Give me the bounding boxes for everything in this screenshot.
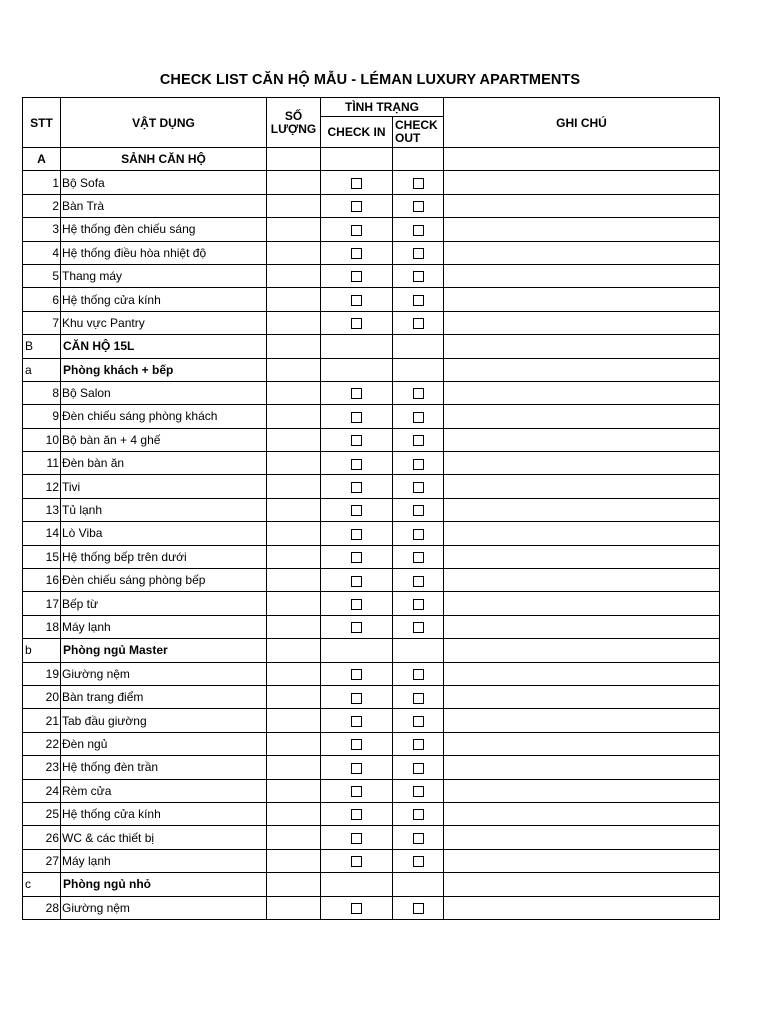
row-note[interactable] xyxy=(444,756,720,779)
row-stt: 7 xyxy=(23,311,61,334)
check-out-checkbox[interactable] xyxy=(413,201,424,212)
row-quantity[interactable] xyxy=(267,405,321,428)
row-check-out-cell xyxy=(393,498,444,521)
row-quantity[interactable] xyxy=(267,522,321,545)
table-row xyxy=(23,685,720,708)
check-out-checkbox[interactable] xyxy=(413,739,424,750)
row-check-out-cell xyxy=(393,171,444,194)
table-row xyxy=(23,756,720,779)
row-quantity[interactable] xyxy=(267,732,321,755)
row-check-in-cell xyxy=(321,475,393,498)
row-check-in-cell xyxy=(321,264,393,287)
row-check-out-cell xyxy=(393,545,444,568)
row-note[interactable] xyxy=(444,288,720,311)
row-stt: 5 xyxy=(23,264,61,287)
table-row xyxy=(23,475,720,498)
row-quantity[interactable] xyxy=(267,428,321,451)
row-note[interactable] xyxy=(444,569,720,592)
row-note[interactable] xyxy=(444,171,720,194)
row-check-out-cell xyxy=(393,685,444,708)
row-check-out-cell xyxy=(393,569,444,592)
row-stt: 6 xyxy=(23,288,61,311)
check-out-checkbox[interactable] xyxy=(413,435,424,446)
row-stt: b xyxy=(23,639,61,662)
row-note[interactable] xyxy=(444,802,720,825)
check-in-checkbox[interactable] xyxy=(351,622,362,633)
row-check-out-cell xyxy=(393,475,444,498)
row-label: Máy lạnh xyxy=(61,615,267,638)
check-out-checkbox[interactable] xyxy=(413,318,424,329)
row-check-in-cell xyxy=(321,335,393,358)
table-row xyxy=(23,405,720,428)
header-stt: STT xyxy=(23,98,61,148)
row-check-in-cell xyxy=(321,405,393,428)
row-check-out-cell xyxy=(393,264,444,287)
row-check-out-cell xyxy=(393,194,444,217)
row-check-in-cell xyxy=(321,358,393,381)
row-label: Bếp từ xyxy=(61,592,267,615)
row-check-in-cell xyxy=(321,545,393,568)
table-row xyxy=(23,662,720,685)
row-check-in-cell xyxy=(321,615,393,638)
check-out-checkbox[interactable] xyxy=(413,786,424,797)
row-check-out-cell xyxy=(393,522,444,545)
row-check-out-cell xyxy=(393,615,444,638)
row-stt: 26 xyxy=(23,826,61,849)
row-note[interactable] xyxy=(444,592,720,615)
table-row xyxy=(23,896,720,919)
row-stt: 25 xyxy=(23,802,61,825)
row-stt: 10 xyxy=(23,428,61,451)
row-note[interactable] xyxy=(444,615,720,638)
row-check-in-cell xyxy=(321,311,393,334)
check-out-checkbox[interactable] xyxy=(413,552,424,563)
row-quantity[interactable] xyxy=(267,615,321,638)
check-in-checkbox[interactable] xyxy=(351,599,362,610)
row-stt: A xyxy=(23,148,61,171)
section-row xyxy=(23,148,720,171)
row-note[interactable] xyxy=(444,148,720,171)
row-stt: 11 xyxy=(23,452,61,475)
check-in-checkbox[interactable] xyxy=(351,271,362,282)
row-check-out-cell xyxy=(393,873,444,896)
check-out-checkbox[interactable] xyxy=(413,716,424,727)
check-out-checkbox[interactable] xyxy=(413,856,424,867)
check-out-checkbox[interactable] xyxy=(413,903,424,914)
row-check-out-cell xyxy=(393,802,444,825)
row-check-in-cell xyxy=(321,241,393,264)
header-so-luong: SỐ LƯỢNG xyxy=(267,98,321,148)
row-label: Hệ thống bếp trên dưới xyxy=(61,545,267,568)
row-note[interactable] xyxy=(444,873,720,896)
row-note[interactable] xyxy=(444,358,720,381)
table-row xyxy=(23,311,720,334)
check-out-checkbox[interactable] xyxy=(413,248,424,259)
row-quantity[interactable] xyxy=(267,639,321,662)
table-row xyxy=(23,779,720,802)
row-note[interactable] xyxy=(444,779,720,802)
row-stt: 24 xyxy=(23,779,61,802)
row-stt: 18 xyxy=(23,615,61,638)
check-in-checkbox[interactable] xyxy=(351,295,362,306)
row-stt: 23 xyxy=(23,756,61,779)
row-quantity[interactable] xyxy=(267,148,321,171)
row-quantity[interactable] xyxy=(267,685,321,708)
row-stt: 4 xyxy=(23,241,61,264)
check-in-checkbox[interactable] xyxy=(351,739,362,750)
row-quantity[interactable] xyxy=(267,171,321,194)
row-note[interactable] xyxy=(444,264,720,287)
row-check-in-cell xyxy=(321,428,393,451)
row-label: Hệ thống đèn chiếu sáng xyxy=(61,218,267,241)
check-in-checkbox[interactable] xyxy=(351,178,362,189)
row-note[interactable] xyxy=(444,545,720,568)
row-check-in-cell xyxy=(321,826,393,849)
row-quantity[interactable] xyxy=(267,194,321,217)
section-row xyxy=(23,358,720,381)
check-out-checkbox[interactable] xyxy=(413,669,424,680)
table-row xyxy=(23,849,720,872)
row-check-out-cell xyxy=(393,732,444,755)
row-check-in-cell xyxy=(321,288,393,311)
row-label: Thang máy xyxy=(61,264,267,287)
row-check-out-cell xyxy=(393,428,444,451)
check-in-checkbox[interactable] xyxy=(351,856,362,867)
row-quantity[interactable] xyxy=(267,381,321,404)
row-stt: 22 xyxy=(23,732,61,755)
document-title: CHECK LIST CĂN HỘ MẪU - LÉMAN LUXURY APARTMENTS xyxy=(159,72,581,88)
row-label: Bộ bàn ăn + 4 ghế xyxy=(61,428,267,451)
row-check-out-cell xyxy=(393,592,444,615)
row-check-in-cell xyxy=(321,779,393,802)
row-quantity[interactable] xyxy=(267,592,321,615)
row-stt: c xyxy=(23,873,61,896)
check-out-checkbox[interactable] xyxy=(413,599,424,610)
row-note[interactable] xyxy=(444,826,720,849)
row-check-out-cell xyxy=(393,639,444,662)
row-label: Tivi xyxy=(61,475,267,498)
check-in-checkbox[interactable] xyxy=(351,435,362,446)
row-quantity[interactable] xyxy=(267,218,321,241)
check-out-checkbox[interactable] xyxy=(413,388,424,399)
header-ghi-chu: GHI CHÚ xyxy=(444,98,720,148)
check-in-checkbox[interactable] xyxy=(351,201,362,212)
row-check-out-cell xyxy=(393,241,444,264)
row-check-out-cell xyxy=(393,826,444,849)
row-note[interactable] xyxy=(444,311,720,334)
check-out-checkbox[interactable] xyxy=(413,505,424,516)
row-label: Giường nệm xyxy=(61,662,267,685)
table-row xyxy=(23,522,720,545)
row-stt: 17 xyxy=(23,592,61,615)
row-note[interactable] xyxy=(444,452,720,475)
row-label: Phòng khách + bếp xyxy=(61,358,267,381)
row-check-out-cell xyxy=(393,896,444,919)
row-note[interactable] xyxy=(444,475,720,498)
row-note[interactable] xyxy=(444,522,720,545)
check-in-checkbox[interactable] xyxy=(351,552,362,563)
row-check-in-cell xyxy=(321,498,393,521)
row-label: Khu vực Pantry xyxy=(61,311,267,334)
check-in-checkbox[interactable] xyxy=(351,716,362,727)
row-quantity[interactable] xyxy=(267,264,321,287)
check-in-checkbox[interactable] xyxy=(351,903,362,914)
row-label: Bộ Salon xyxy=(61,381,267,404)
row-stt: 16 xyxy=(23,569,61,592)
row-note[interactable] xyxy=(444,335,720,358)
table-row xyxy=(23,171,720,194)
row-check-out-cell xyxy=(393,405,444,428)
row-label: Hệ thống điều hòa nhiệt độ xyxy=(61,241,267,264)
check-in-checkbox[interactable] xyxy=(351,576,362,587)
row-quantity[interactable] xyxy=(267,779,321,802)
check-out-checkbox[interactable] xyxy=(413,412,424,423)
row-check-in-cell xyxy=(321,639,393,662)
row-stt: a xyxy=(23,358,61,381)
row-note[interactable] xyxy=(444,381,720,404)
row-quantity[interactable] xyxy=(267,756,321,779)
row-check-out-cell xyxy=(393,148,444,171)
check-in-checkbox[interactable] xyxy=(351,225,362,236)
row-label: Hệ thống đèn trần xyxy=(61,756,267,779)
table-row xyxy=(23,452,720,475)
row-label: Tủ lạnh xyxy=(61,498,267,521)
row-check-in-cell xyxy=(321,709,393,732)
row-note[interactable] xyxy=(444,241,720,264)
table-row xyxy=(23,615,720,638)
row-label: Rèm cửa xyxy=(61,779,267,802)
row-check-out-cell xyxy=(393,381,444,404)
row-label: Giường nệm xyxy=(61,896,267,919)
row-label: Phòng ngủ nhỏ xyxy=(61,873,267,896)
row-stt: 20 xyxy=(23,685,61,708)
row-label: Hệ thống cửa kính xyxy=(61,288,267,311)
row-stt: 2 xyxy=(23,194,61,217)
table-row xyxy=(23,218,720,241)
section-row xyxy=(23,335,720,358)
row-note[interactable] xyxy=(444,709,720,732)
table-row xyxy=(23,545,720,568)
row-check-in-cell xyxy=(321,849,393,872)
check-in-checkbox[interactable] xyxy=(351,529,362,540)
row-note[interactable] xyxy=(444,685,720,708)
row-note[interactable] xyxy=(444,498,720,521)
check-in-checkbox[interactable] xyxy=(351,459,362,470)
row-check-in-cell xyxy=(321,732,393,755)
row-check-out-cell xyxy=(393,218,444,241)
table-row xyxy=(23,428,720,451)
row-stt: 8 xyxy=(23,381,61,404)
row-quantity[interactable] xyxy=(267,849,321,872)
row-label: Bàn Trà xyxy=(61,194,267,217)
row-note[interactable] xyxy=(444,428,720,451)
row-stt: 27 xyxy=(23,849,61,872)
row-label: Phòng ngủ Master xyxy=(61,639,267,662)
row-check-out-cell xyxy=(393,779,444,802)
row-stt: 14 xyxy=(23,522,61,545)
row-label: Máy lạnh xyxy=(61,849,267,872)
row-quantity[interactable] xyxy=(267,498,321,521)
row-quantity[interactable] xyxy=(267,896,321,919)
table-row xyxy=(23,569,720,592)
row-check-out-cell xyxy=(393,849,444,872)
row-quantity[interactable] xyxy=(267,475,321,498)
row-label: Bộ Sofa xyxy=(61,171,267,194)
check-out-checkbox[interactable] xyxy=(413,482,424,493)
row-label: WC & các thiết bị xyxy=(61,826,267,849)
row-check-in-cell xyxy=(321,756,393,779)
row-note[interactable] xyxy=(444,662,720,685)
table-row xyxy=(23,264,720,287)
row-quantity[interactable] xyxy=(267,545,321,568)
row-check-out-cell xyxy=(393,756,444,779)
row-check-in-cell xyxy=(321,873,393,896)
row-check-out-cell xyxy=(393,288,444,311)
check-out-checkbox[interactable] xyxy=(413,833,424,844)
row-note[interactable] xyxy=(444,405,720,428)
row-check-in-cell xyxy=(321,592,393,615)
check-out-checkbox[interactable] xyxy=(413,763,424,774)
header-tinh-trang: TÌNH TRẠNG xyxy=(321,98,444,117)
row-label: Đèn ngủ xyxy=(61,732,267,755)
header-check-out: CHECK OUT xyxy=(393,117,444,148)
check-in-checkbox[interactable] xyxy=(351,669,362,680)
row-check-in-cell xyxy=(321,452,393,475)
row-quantity[interactable] xyxy=(267,358,321,381)
row-stt: B xyxy=(23,335,61,358)
header-check-in: CHECK IN xyxy=(321,117,393,148)
check-out-checkbox[interactable] xyxy=(413,178,424,189)
table-row xyxy=(23,709,720,732)
check-out-checkbox[interactable] xyxy=(413,693,424,704)
row-note[interactable] xyxy=(444,896,720,919)
row-check-in-cell xyxy=(321,194,393,217)
table-row xyxy=(23,826,720,849)
row-quantity[interactable] xyxy=(267,662,321,685)
row-label: Đèn chiếu sáng phòng bếp xyxy=(61,569,267,592)
row-quantity[interactable] xyxy=(267,569,321,592)
check-in-checkbox[interactable] xyxy=(351,505,362,516)
row-label: CĂN HỘ 15L xyxy=(61,335,267,358)
check-out-checkbox[interactable] xyxy=(413,809,424,820)
row-check-out-cell xyxy=(393,709,444,732)
table-row xyxy=(23,802,720,825)
table-row xyxy=(23,732,720,755)
check-in-checkbox[interactable] xyxy=(351,388,362,399)
table-row xyxy=(23,194,720,217)
row-quantity[interactable] xyxy=(267,873,321,896)
row-check-out-cell xyxy=(393,311,444,334)
row-check-in-cell xyxy=(321,381,393,404)
table-row xyxy=(23,592,720,615)
row-label: Đèn bàn ăn xyxy=(61,452,267,475)
row-label: Bàn trang điểm xyxy=(61,685,267,708)
row-stt: 19 xyxy=(23,662,61,685)
row-stt: 12 xyxy=(23,475,61,498)
row-check-in-cell xyxy=(321,218,393,241)
row-check-out-cell xyxy=(393,662,444,685)
checklist-table xyxy=(22,97,720,920)
row-quantity[interactable] xyxy=(267,335,321,358)
row-check-in-cell xyxy=(321,896,393,919)
row-stt: 9 xyxy=(23,405,61,428)
check-in-checkbox[interactable] xyxy=(351,318,362,329)
row-stt: 28 xyxy=(23,896,61,919)
check-out-checkbox[interactable] xyxy=(413,576,424,587)
row-stt: 13 xyxy=(23,498,61,521)
row-label: Hệ thống cửa kính xyxy=(61,802,267,825)
row-check-in-cell xyxy=(321,569,393,592)
row-label: Đèn chiếu sáng phòng khách xyxy=(61,405,267,428)
check-in-checkbox[interactable] xyxy=(351,248,362,259)
row-stt: 3 xyxy=(23,218,61,241)
check-out-checkbox[interactable] xyxy=(413,225,424,236)
row-check-in-cell xyxy=(321,685,393,708)
check-in-checkbox[interactable] xyxy=(351,482,362,493)
row-note[interactable] xyxy=(444,732,720,755)
check-in-checkbox[interactable] xyxy=(351,763,362,774)
check-in-checkbox[interactable] xyxy=(351,786,362,797)
table-row xyxy=(23,241,720,264)
table-row xyxy=(23,381,720,404)
row-note[interactable] xyxy=(444,194,720,217)
row-stt: 15 xyxy=(23,545,61,568)
row-label: Lò Viba xyxy=(61,522,267,545)
section-row xyxy=(23,873,720,896)
row-quantity[interactable] xyxy=(267,241,321,264)
row-quantity[interactable] xyxy=(267,288,321,311)
row-stt: 1 xyxy=(23,171,61,194)
row-check-in-cell xyxy=(321,148,393,171)
check-out-checkbox[interactable] xyxy=(413,622,424,633)
row-quantity[interactable] xyxy=(267,311,321,334)
check-in-checkbox[interactable] xyxy=(351,412,362,423)
header-vat-dung: VẬT DỤNG xyxy=(61,98,267,148)
check-out-checkbox[interactable] xyxy=(413,529,424,540)
check-out-checkbox[interactable] xyxy=(413,459,424,470)
row-check-out-cell xyxy=(393,358,444,381)
section-row xyxy=(23,639,720,662)
row-note[interactable] xyxy=(444,639,720,662)
check-out-checkbox[interactable] xyxy=(413,271,424,282)
row-check-in-cell xyxy=(321,662,393,685)
row-note[interactable] xyxy=(444,849,720,872)
check-in-checkbox[interactable] xyxy=(351,809,362,820)
table-row xyxy=(23,498,720,521)
row-check-in-cell xyxy=(321,802,393,825)
row-label: Tab đầu giường xyxy=(61,709,267,732)
check-out-checkbox[interactable] xyxy=(413,295,424,306)
row-check-out-cell xyxy=(393,335,444,358)
row-label: SẢNH CĂN HỘ xyxy=(61,148,267,171)
row-quantity[interactable] xyxy=(267,452,321,475)
check-in-checkbox[interactable] xyxy=(351,693,362,704)
row-stt: 21 xyxy=(23,709,61,732)
row-check-in-cell xyxy=(321,522,393,545)
check-in-checkbox[interactable] xyxy=(351,833,362,844)
row-check-in-cell xyxy=(321,171,393,194)
row-quantity[interactable] xyxy=(267,802,321,825)
row-quantity[interactable] xyxy=(267,709,321,732)
table-row xyxy=(23,288,720,311)
row-note[interactable] xyxy=(444,218,720,241)
row-quantity[interactable] xyxy=(267,826,321,849)
row-check-out-cell xyxy=(393,452,444,475)
